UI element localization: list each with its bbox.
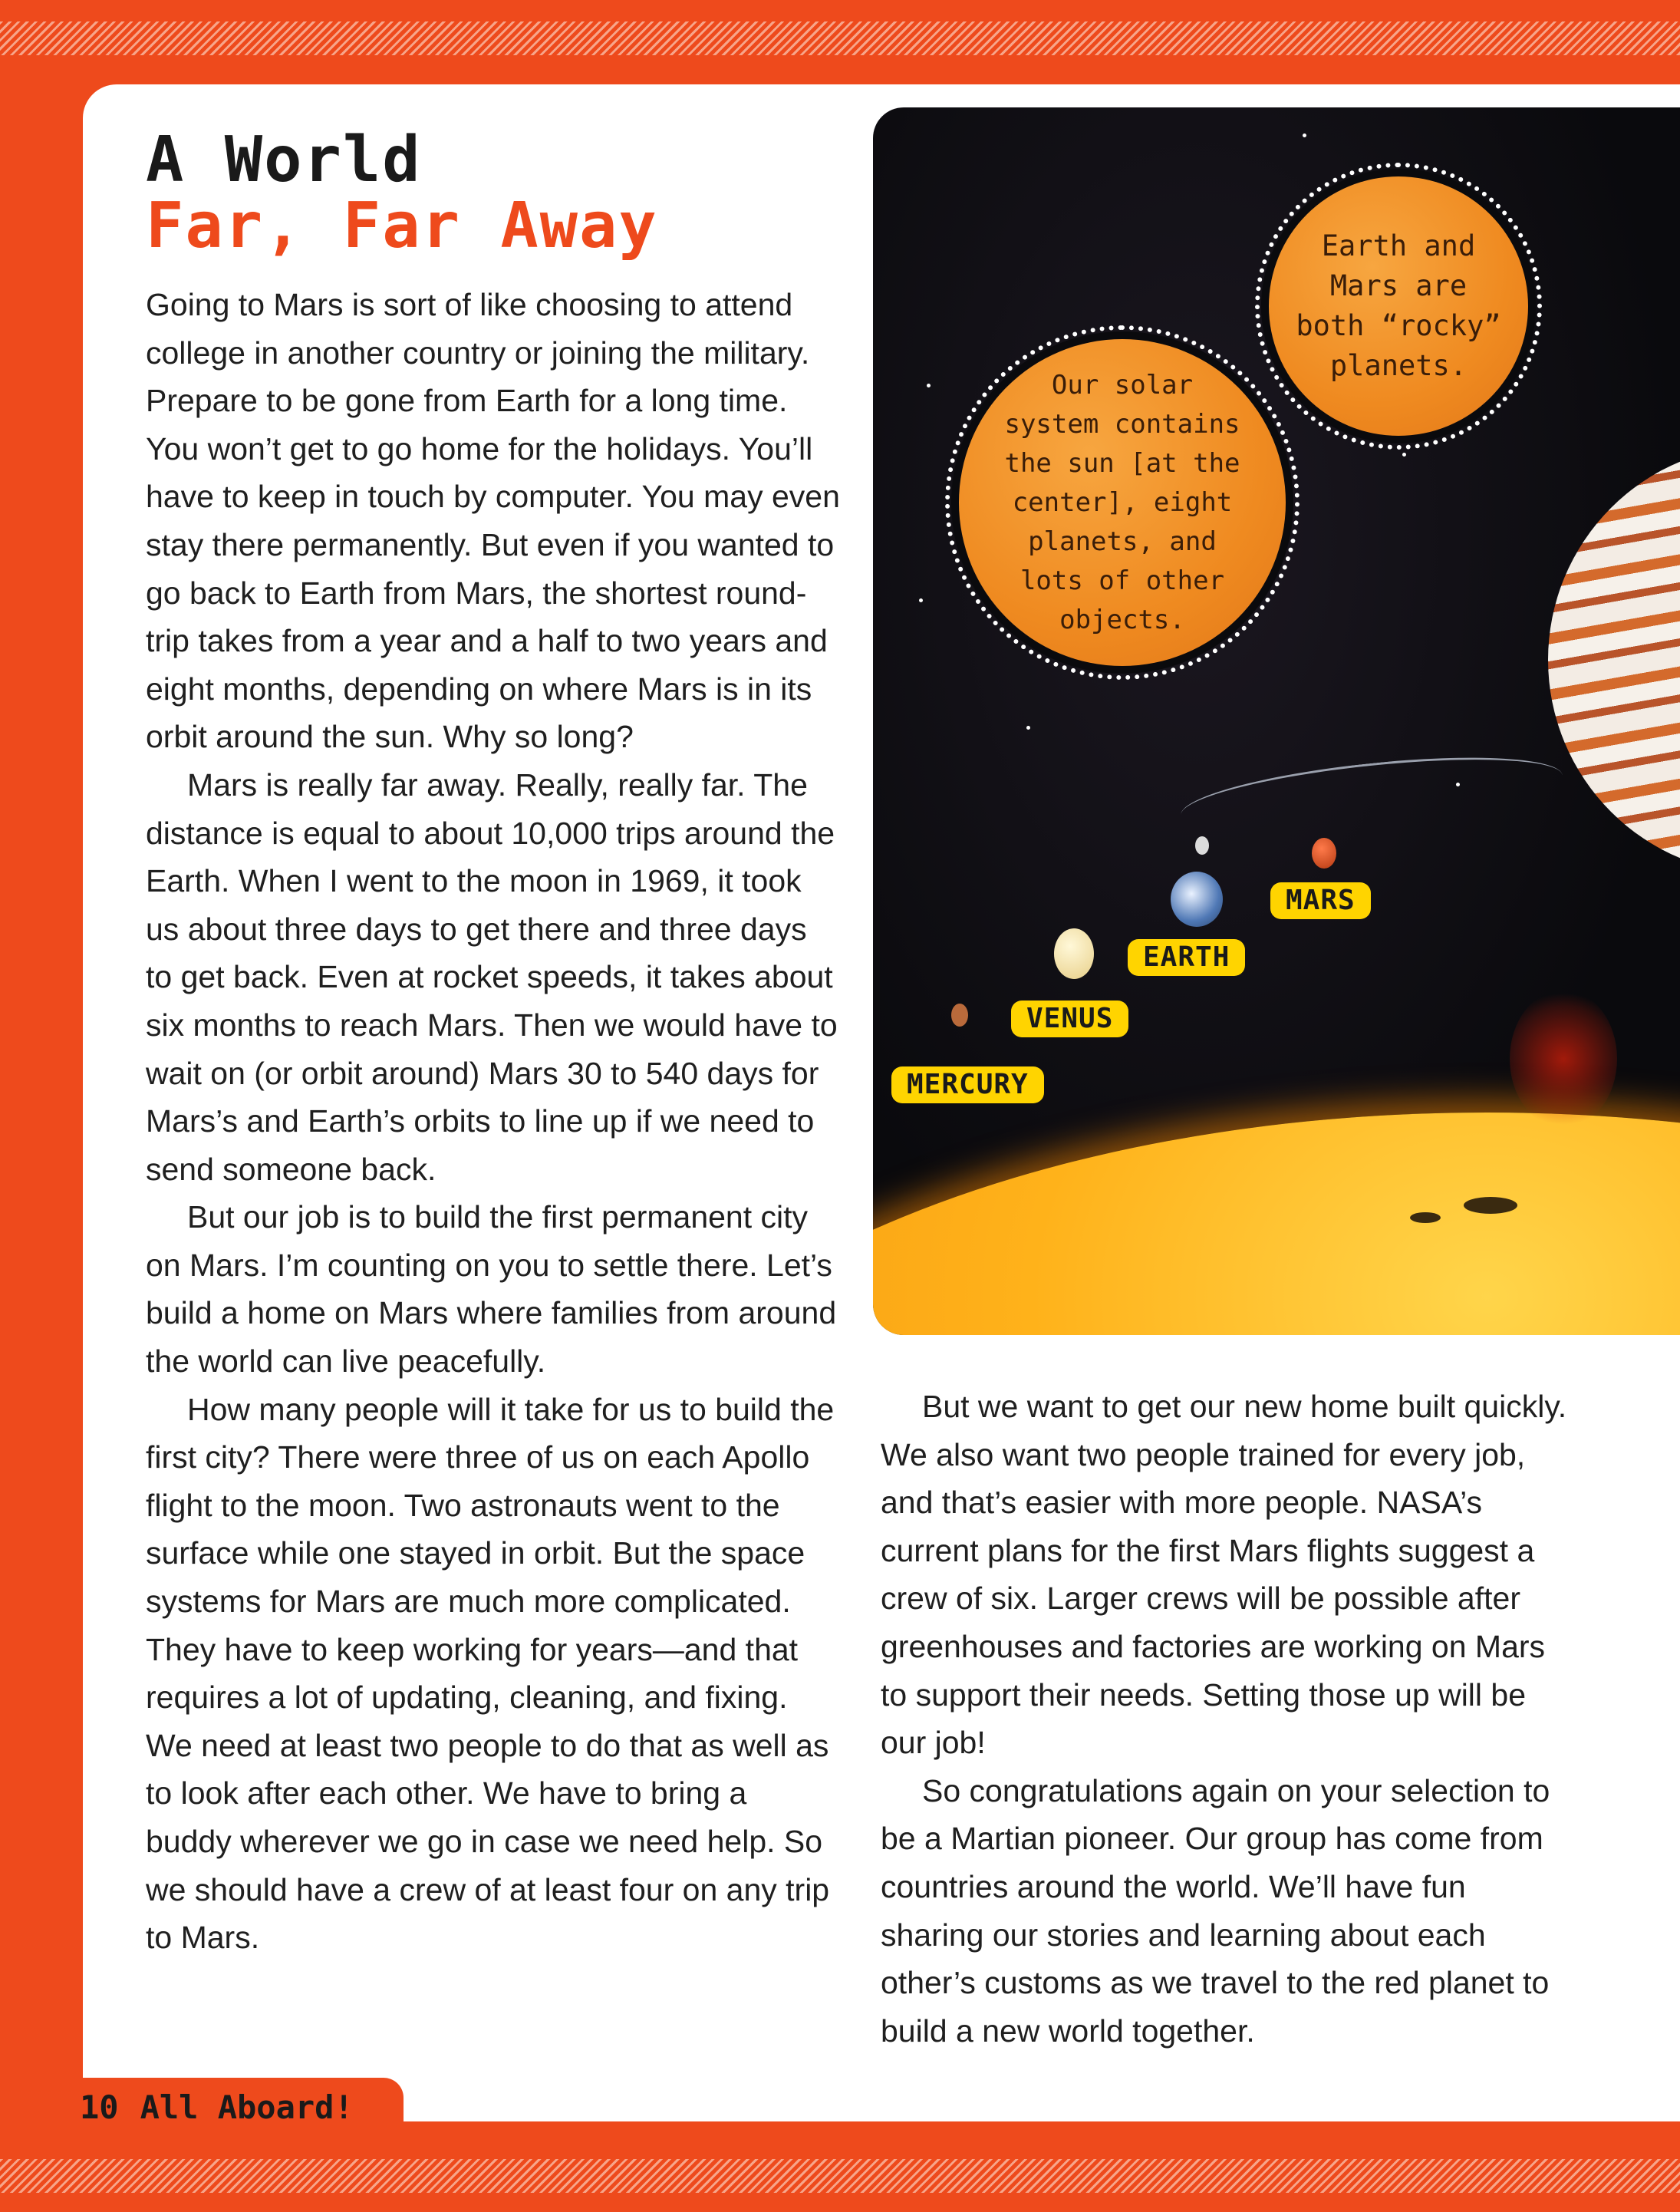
sun-surface (873, 1113, 1680, 1335)
solar-system-fact-bubble (959, 339, 1286, 666)
sunspot (1410, 1212, 1441, 1223)
fact-text: Earth and Mars are both “rocky” planets. (1296, 229, 1501, 382)
sunspot (1464, 1197, 1517, 1214)
page-footer (80, 2089, 354, 2126)
mars-label: MARS (1270, 882, 1371, 919)
solar-flare (1510, 990, 1617, 1128)
title-line-1: A World (146, 124, 422, 196)
star (927, 384, 931, 387)
paragraph: How many people will it take for us to build the first city? There were three of us on each Apollo flight to the moon. Two astronauts went to the surface while one stayed in orbit. But the space systems for Mars are much more complicated. They have to keep working for years—and that requires a lot of updating, cleaning, and fixing. We need at least two people to do that as well as to look after each other. We have to bring a buddy wherever we go in case we need help. So we should have a crew of at least four on any trip to Mars. (146, 1391, 835, 1956)
bottom-border-stripes (0, 2159, 1680, 2193)
mars-planet (1312, 838, 1336, 869)
top-border-stripes (0, 21, 1680, 55)
orbit-streak (1178, 743, 1566, 847)
jupiter-planet (1548, 445, 1680, 875)
page-number: 10 (80, 2088, 119, 2126)
moon (1195, 836, 1209, 855)
venus-planet (1054, 928, 1094, 979)
paragraph: Going to Mars is sort of like choosing to attend college in another country or joining the military. Prepare to be gone from Earth for a long time. You won’t get to go home for the holidays. You’ll have to keep in touch by computer. You may even stay there permanently. But even if you wanted to go back to Earth from Mars, the shortest round-trip takes from a year and a half to two years and eight months, depending on where Mars is in its orbit around the sun. Why so long? (146, 287, 840, 755)
earth-label: EARTH (1128, 939, 1245, 976)
earth-planet (1171, 872, 1223, 927)
solar-system-illustration (873, 107, 1680, 1335)
paragraph: But our job is to build the first permanent city on Mars. I’m counting on you to settle there. Let’s build a home on Mars where families from around the world can live peacefully. (146, 1199, 837, 1380)
star (1026, 726, 1030, 730)
rocky-planets-fact-bubble (1269, 176, 1528, 436)
paragraph: Mars is really far away. Really, really far. The distance is equal to about 10,000 trips around the Earth. When I went to the moon in 1969, it took us about three days to get there and three days to get back. Even at rocket speeds, it takes about six months to reach Mars. Then we would have to wait on (or orbit around) Mars 30 to 540 days for Mars’s and Earth’s orbits to line up if we need to send someone back. (146, 766, 838, 1187)
star (1303, 134, 1306, 137)
page-title (146, 124, 658, 262)
mercury-planet (951, 1004, 968, 1027)
paragraph: But we want to get our new home built quickly. We also want two people trained for every job, and that’s easier with more people. NASA’s current plans for the first Mars flights suggest a crew of six. Larger crews will be possible after greenhouses and factories are working on Mars to support their needs. Setting those up will be our job! (881, 1389, 1567, 1761)
title-line-2: Far, Far Away (146, 190, 658, 262)
section-name: All Aboard! (140, 2088, 354, 2126)
star (1402, 453, 1406, 457)
left-text-column (146, 281, 840, 1962)
fact-text: Our solar system contains the sun [at the center], eight planets, and lots of other objects. (1004, 369, 1240, 635)
right-text-column (881, 1383, 1571, 2055)
star (919, 598, 923, 602)
paragraph: So congratulations again on your selection to be a Martian pioneer. Our group has come from countries around the world. We’ll have fun sharing our stories and learning about each other’s customs as we travel to the red planet to build a new world together. (881, 1772, 1550, 2049)
venus-label: VENUS (1011, 1001, 1128, 1037)
mercury-label: MERCURY (891, 1066, 1044, 1103)
